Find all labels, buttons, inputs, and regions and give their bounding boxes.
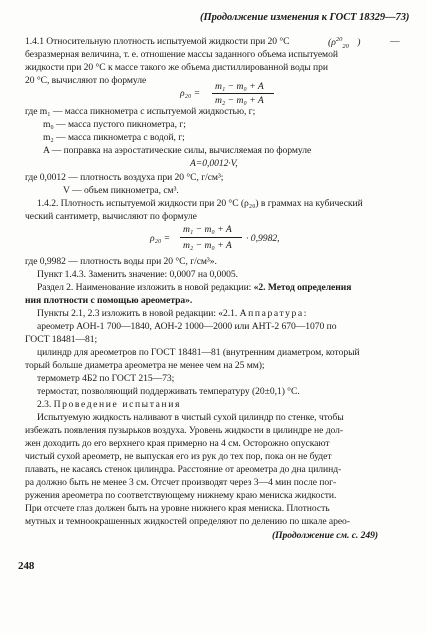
fraction-bar	[180, 237, 242, 238]
text-span: 2.3.	[37, 399, 52, 410]
formula-1-denominator: m₂ − m₀ + A	[215, 95, 264, 106]
text-span: «2. Метод определения	[253, 282, 352, 293]
text-line: термостат, позволяющий поддерживать температуру (20±0,1) °С.	[37, 386, 300, 397]
text-line: где 0,9982 — плотность воды при 20 °С, г/см³».	[25, 256, 217, 267]
text-line: V — объем пикнометра, см³.	[63, 185, 179, 196]
text-line: ния плотности с помощью ареометра».	[25, 295, 193, 306]
text-line: жидкости при 20 °С к массе такого же объема дистиллированной воды при	[25, 62, 328, 73]
formula-2-numerator: m₁ − m₀ + A	[183, 224, 232, 235]
text-line: плавать, не касаясь стенок цилиндра. Расстояние от ареометра до дна цилинд-	[25, 464, 342, 475]
text-line: При отсчете глаз должен быть на уровне нижнего края мениска. Плотность	[25, 503, 330, 514]
text-span: Аппаратура:	[239, 308, 309, 319]
text-span: Раздел 2. Наименование изложить в новой редакции:	[37, 282, 252, 293]
text-line: безразмерная величина, т. е. отношение массы заданного объема испытуемой	[25, 49, 338, 60]
text-line: чистый сухой ареометр, не выпуская его из рук до тех пор, пока он не будет	[25, 451, 332, 462]
text-line: Испытуемую жидкость наливают в чистый сухой цилиндр по стенке, чтобы	[37, 412, 344, 423]
formula-2-tail: · 0,9982,	[246, 233, 280, 244]
text-line: 1.4.1 Относительную плотность испытуемой жидкости при 20 °С	[25, 36, 290, 47]
text-line: 20 °С, вычисляют по формуле	[25, 75, 147, 86]
text-line: A — поправка на аэростатические силы, вычисляемая по формуле	[43, 145, 312, 156]
formula-a: A=0,0012·V,	[190, 158, 238, 169]
text-line: избежать появления пузырьков воздуха. Уровень жидкости в цилиндре не дол-	[25, 425, 344, 436]
formula-1-numerator: m₁ − m₀ + A	[215, 81, 264, 92]
text-line: ра должно быть не менее 3 см. Отсчет производят через 3—4 мин после пог-	[25, 477, 337, 488]
text-line: m₀ — масса пустого пикнометра, г;	[43, 119, 186, 130]
text-line: ГОСТ 18481—81;	[25, 334, 98, 345]
page-number: 248	[18, 560, 35, 572]
formula-2-denominator: m₂ − m₀ + A	[183, 240, 232, 251]
text-span: Пункты 2.1, 2.3 изложить в новой редакции: «2.1.	[37, 308, 238, 319]
text-line: где m₁ — масса пикнометра с испытуемой жидкостью, г;	[25, 106, 256, 117]
text-line: мутных и темноокрашенных жидкостей определяют по делению по шкале арео-	[25, 516, 350, 527]
text-span: Проведение испытания	[53, 399, 181, 410]
text-line	[37, 308, 308, 320]
text-line: термометр 4Б2 по ГОСТ 215—73;	[37, 373, 175, 384]
text-line	[37, 399, 181, 411]
continuation-note: (Продолжение см. с. 249)	[272, 530, 379, 541]
text-line: 1.4.2. Плотность испытуемой жидкости при 20 °С (ρ₂₀) в граммах на кубический	[37, 198, 363, 209]
text-line: ческий сантиметр, вычисляют по формуле	[25, 211, 197, 222]
text-line: жен доходить до его верхнего края примерно на 4 см. Осторожно опускают	[25, 438, 330, 449]
text-line: m₂ — масса пикнометра с водой, г;	[43, 132, 185, 143]
text-line: где 0,0012 — плотность воздуха при 20 °С, г/см³;	[25, 172, 224, 183]
text-line: Пункт 1.4.3. Заменить значение: 0,0007 на 0,0005.	[37, 269, 238, 280]
text-line: торый больше диаметра ареометра не менее чем на 25 мм);	[25, 360, 265, 371]
rho-symbol: ($\rho^{20}_{20}$ )	[328, 36, 361, 51]
text-line: —	[390, 36, 400, 47]
formula-2-lhs: ρ₂₀ =	[150, 233, 171, 244]
text-line: ареометр АОН-1 700—1840, АОН-2 1000—2000 или АНТ-2 670—1070 по	[37, 321, 337, 332]
text-line: цилиндр для ареометров по ГОСТ 18481—81 (внутренним диаметром, который	[37, 347, 360, 358]
fraction-bar	[212, 93, 274, 94]
text-line: ружения ареометра по соответствующему нижнему краю мениска жидкости.	[25, 490, 337, 501]
formula-1-lhs: ρ₂₀ =	[180, 88, 201, 99]
running-header: (Продолжение изменения к ГОСТ 18329—73)	[200, 12, 410, 23]
text-line	[37, 282, 351, 294]
